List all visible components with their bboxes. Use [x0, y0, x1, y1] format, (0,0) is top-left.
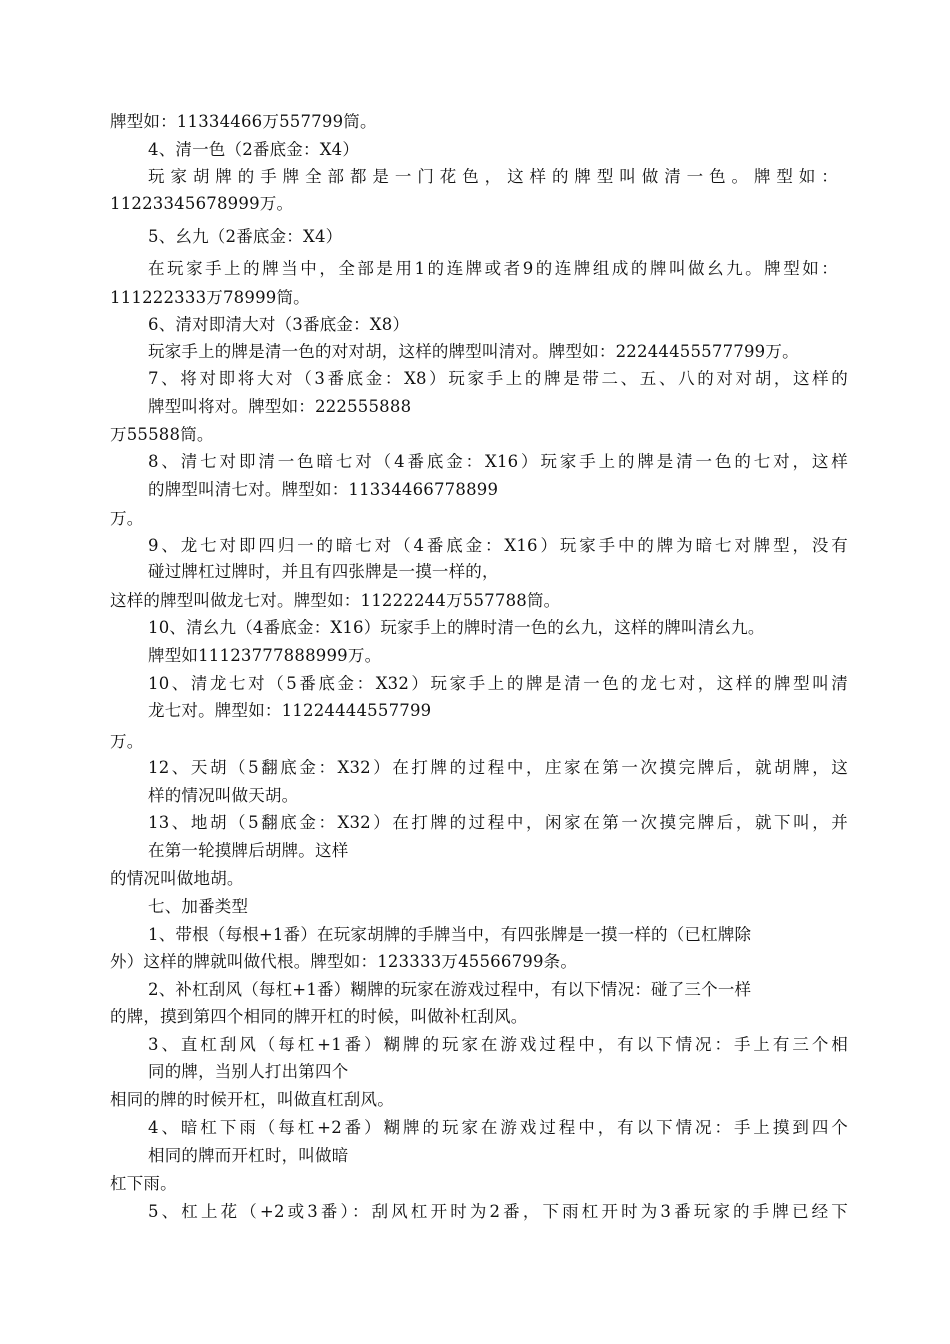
text-line: 的情况叫做地胡。: [110, 869, 244, 888]
text-line: 在玩家手上的牌当中，全部是用1的连牌或者9的连牌组成的牌叫做幺九。牌型如：: [148, 259, 838, 278]
text-line: 玩家胡牌的手牌全部都是一门花色，这样的牌型叫做清一色。牌型如：: [148, 167, 838, 186]
text-line: 1、带根（每根+1番）在玩家胡牌的手牌当中，有四张牌是一摸一样的（已杠牌除: [148, 925, 752, 944]
text-line: 7、将对即将大对（3番底金：X8）玩家手上的牌是带二、五、八的对对胡，这样的: [148, 369, 848, 388]
text-line: 2、补杠刮风（每杠+1番）糊牌的玩家在游戏过程中，有以下情况：碰了三个一样: [148, 980, 752, 999]
section-heading: 5、幺九（2番底金：X4）: [148, 227, 343, 246]
text-line: 相同的牌而开杠时，叫做暗: [148, 1146, 349, 1165]
text-line: 相同的牌的时候开杠，叫做直杠刮风。: [110, 1090, 394, 1109]
text-line: 万。: [110, 509, 144, 528]
text-line: 牌型如11123777888999万。: [148, 646, 382, 665]
text-line: 的牌，摸到第四个相同的牌开杠的时候，叫做补杠刮风。: [110, 1007, 528, 1026]
text-line: 杠下雨。: [110, 1174, 177, 1193]
text-line: 牌型如：11334466万557799筒。: [110, 112, 377, 131]
text-line: 在第一轮摸牌后胡牌。这样: [148, 841, 349, 860]
text-line: 这样的牌型叫做龙七对。牌型如：11222244万557788筒。: [110, 591, 561, 610]
text-line: 的牌型叫清七对。牌型如：11334466778899: [148, 480, 499, 499]
section-heading: 4、清一色（2番底金：X4）: [148, 140, 360, 159]
text-line: 3、直杠刮风（每杠+1番）糊牌的玩家在游戏过程中，有以下情况：手上有三个相: [148, 1035, 848, 1054]
section-heading: 七、加番类型: [148, 897, 249, 916]
text-line: 10、清龙七对（5番底金：X32）玩家手上的牌是清一色的龙七对，这样的牌型叫清: [148, 674, 848, 693]
text-line: 8、清七对即清一色暗七对（4番底金：X16）玩家手上的牌是清一色的七对，这样: [148, 452, 848, 471]
text-line: 同的牌，当别人打出第四个: [148, 1062, 349, 1081]
text-line: 12、天胡（5翻底金：X32）在打牌的过程中，庄家在第一次摸完牌后，就胡牌，这: [148, 758, 848, 777]
text-line: 万。: [110, 732, 144, 751]
text-line: 10、清幺九（4番底金：X16）玩家手上的牌时清一色的幺九，这样的牌叫清幺九。: [148, 618, 765, 637]
text-line: 外）这样的牌就叫做代根。牌型如：123333万45566799条。: [110, 952, 578, 971]
text-line: 9、龙七对即四归一的暗七对（4番底金：X16）玩家手中的牌为暗七对牌型，没有: [148, 536, 848, 555]
text-line: 碰过牌杠过牌时，并且有四张牌是一摸一样的，: [148, 562, 499, 581]
text-line: 万55588筒。: [110, 425, 214, 444]
text-line: 样的情况叫做天胡。: [148, 786, 299, 805]
text-line: 11223345678999万。: [110, 194, 294, 213]
text-line: 龙七对。牌型如：11224444557799: [148, 701, 432, 720]
text-line: 111222333万78999筒。: [110, 288, 310, 307]
text-line: 牌型叫将对。牌型如：222555888: [148, 397, 412, 416]
text-line: 玩家手上的牌是清一色的对对胡，这样的牌型叫清对。牌型如：22244455577799万。: [148, 342, 799, 361]
text-line: 5、杠上花（+2或3番）：刮风杠开时为2番，下雨杠开时为3番玩家的手牌已经下: [148, 1202, 848, 1221]
text-line: 13、地胡（5翻底金：X32）在打牌的过程中，闲家在第一次摸完牌后，就下叫，并: [148, 813, 848, 832]
section-heading: 6、清对即清大对（3番底金：X8）: [148, 315, 410, 334]
text-line: 4、暗杠下雨（每杠+2番）糊牌的玩家在游戏过程中，有以下情况：手上摸到四个: [148, 1118, 848, 1137]
